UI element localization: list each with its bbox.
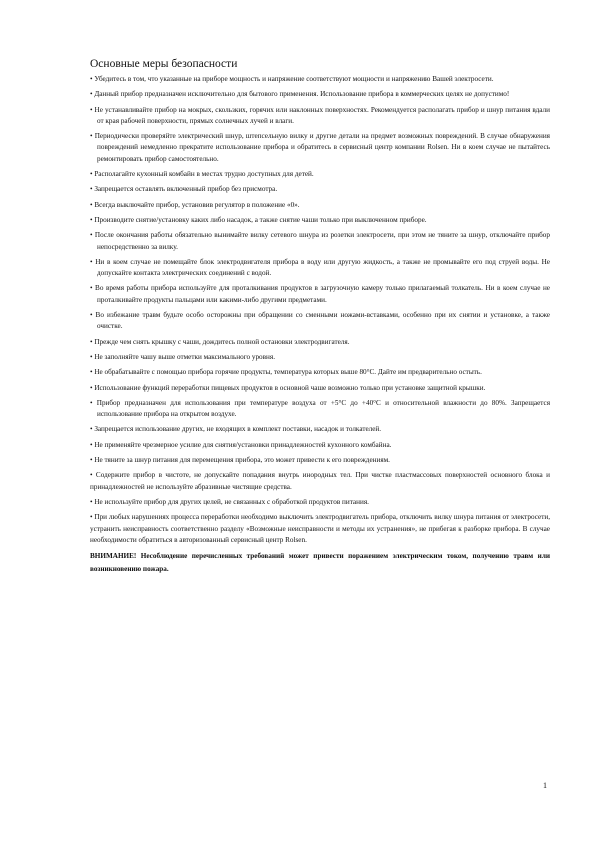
list-item: • Прибор предназначен для использования при температуре воздуха от +5°С до +40°С и относительной влажности до 80%. Запрещается использование прибора на открытом воздухе. <box>90 398 550 419</box>
list-item: • Убедитесь в том, что указанные на приборе мощность и напряжение соответствуют мощности и напряжению Вашей электросети. <box>90 75 494 83</box>
list-item: • Не устанавливайте прибор на мокрых, скользких, горячих или наклонных поверхностях. Рекомендуется располагать прибор и шнур питания вдали от края рабочей поверхности, прямых солнечных лучей и влаги. <box>90 105 550 125</box>
list-item: • Периодически проверяйте электрический шнур, штепсельную вилку и другие детали на предмет возможных повреждений. В случае обнаружения повреждений немедленно прекратите использование прибора и обратитесь в сервисный центр компании Rolsen. Ни в коем случае не пытайтесь ремонтировать прибор самостоятельно. <box>90 132 550 163</box>
list-item: • Запрещается оставлять включенный прибор без присмотра. <box>90 185 278 194</box>
page-number: 1 <box>543 781 547 790</box>
list-item: • Не заполняйте чашу выше отметки максимального уровня. <box>90 352 275 361</box>
list-item: • При любых нарушениях процесса переработки необходимо выключить электродвигатель прибора, отключить вилку шнура питания от электросети, устранить неисправность соответственно разделу «Возможные неисправности и методы их устранения», не прибегая к разборке прибора. В случае необходимости обратиться в авторизованный сервисный центр Rolsen. <box>90 513 550 544</box>
list-item: • Не применяйте чрезмерное усилие для снятия/установки принадлежностей кухонного комбайна. <box>90 440 392 449</box>
list-item: • Всегда выключайте прибор, установив регулятор в положение «0». <box>90 200 300 209</box>
list-item: • Во время работы прибора используйте для проталкивания продуктов в загрузочную камеру только прилагаемый толкатель. Ни в коем случае не проталкивайте продукты пальцами или какими-либо другими предметами. <box>90 284 550 304</box>
list-item: • Запрещается использование других, не входящих в комплект поставки, насадок и толкателей. <box>90 425 382 434</box>
safety-list <box>90 74 550 546</box>
list-item: • Располагайте кухонный комбайн в местах трудно доступных для детей. <box>90 170 314 179</box>
list-item: • Производите снятие/установку каких либо насадок, а также снятие чаши только при выключенном приборе. <box>90 215 427 224</box>
list-item: • Содержите прибор в чистоте, не допускайте попадания внутрь инородных тел. При чистке пластмассовых поверхностей основного блока и принадлежностей не используйте абразивные чистящие средства. <box>90 471 550 491</box>
list-item: • Ни в коем случае не помещайте блок электродвигателя прибора в воду или другую жидкость, а также не промывайте его под струей воды. Не допускайте контакта электрических соединений с водой. <box>90 257 550 278</box>
list-item: • После окончания работы обязательно вынимайте вилку сетевого шнура из розетки электросети, при этом не тяните за шнур, отключайте прибор непосредственно за вилку. <box>90 231 550 251</box>
list-item: • Прежде чем снять крышку с чаши, дождитесь полной остановки электродвигателя. <box>90 337 350 346</box>
list-item: • Не тяните за шнур питания для перемещения прибора, это может привести к его повреждениям. <box>90 456 390 465</box>
page-title: Основные меры безопасности <box>90 58 238 70</box>
list-item: • Данный прибор предназначен исключительно для бытового применения. Использование прибора в коммерческих целях не допустимо! <box>90 90 510 99</box>
list-item: • Использование функций переработки пищевых продуктов в основной чаше возможно только при установке защитной крышки. <box>90 383 486 392</box>
document-page <box>90 57 550 576</box>
list-item: • Во избежание травм будьте особо осторожны при обращении со сменными ножами-вставками, особенно при их снятии и установке, а также очистке. <box>90 311 550 331</box>
list-item: • Не обрабатывайте с помощью прибора горячие продукты, температура которых выше 80°С. Дайте им предварительно остыть. <box>90 368 482 377</box>
warning-text: ВНИМАНИЕ! Несоблюдение перечисленных требований может привести поражением электрическим током, получению травм или возникновению пожара. <box>90 552 550 574</box>
list-item: • Не используйте прибор для других целей, не связанных с обработкой продуктов питания. <box>90 497 369 506</box>
